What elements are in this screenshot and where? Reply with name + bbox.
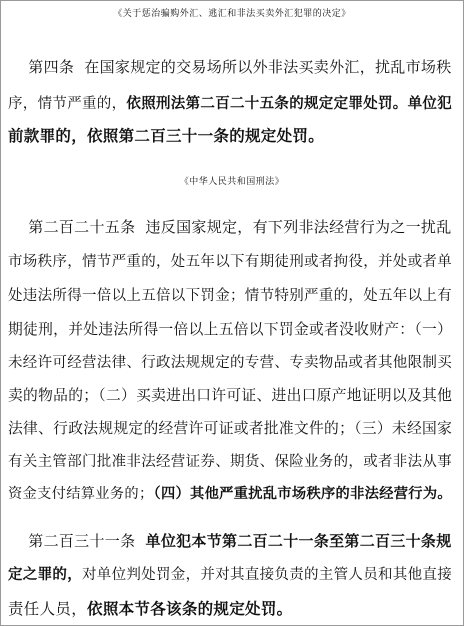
article231-line1 [8, 530, 452, 551]
article231-line3-bold: 依照本节各该条的规定处罚。 [87, 599, 293, 618]
article225-line9-bold: （四）其他严重扰乱市场秩序的非法经营行为。 [153, 486, 452, 502]
article225-line8: 有关主管部门批准非法经营证券、期货、保险业务的，或者非法从事 [8, 454, 452, 470]
article231-line3-normal: 责任人员， [8, 600, 88, 618]
article225-line3: 处违法所得一倍以上五倍以下罚金；情节特别严重的，处五年以上有 [8, 288, 452, 304]
article231-line2 [8, 563, 452, 584]
article4-line3 [8, 124, 324, 146]
article225-line1-text: 第二百二十五条 违反国家规定，有下列非法经营行为之一扰乱 [8, 218, 452, 236]
article225-line5: 未经许可经营法律、行政法规规定的专营、专卖物品或者其他限制买 [8, 355, 452, 371]
article4-line2-bold: 依照刑法第二百二十五条的规定定罪处罚。单位犯 [126, 95, 453, 112]
article225-line7: 法律、行政法规规定的经营许可证或者批准文件的；（三）未经国家 [8, 420, 453, 437]
article225-line1 [8, 216, 452, 237]
article4-line2-normal: 序，情节严重的， [8, 96, 127, 112]
criminal-law-title: 《中华人民共和国刑法》 [179, 177, 285, 187]
article4-line3-bold: 前款罪的，依照第二百三十一条的规定处罚。 [8, 126, 325, 145]
article225-line6: 卖的物品的；（二）买卖进出口许可证、进出口原产地证明以及其他 [8, 387, 453, 404]
article231-line1-normal: 第二百三十一条 [8, 532, 146, 550]
article231-line2-bold: 定之罪的， [8, 566, 82, 583]
article231-line2-normal: 对单位判处罚金，并对其直接负责的主管人员和其他直接 [82, 567, 452, 583]
decision-title: 《关于惩治骗购外汇、逃汇和非法买卖外汇犯罪的决定》 [113, 9, 351, 19]
article225-line2: 市场秩序，情节严重的，处五年以下有期徒刑或者拘役，并处或者单 [8, 254, 452, 270]
article231-line1-bold: 单位犯本节第二百二十一条至第二百三十条规 [145, 532, 452, 550]
article231-line3 [8, 597, 292, 619]
article4-line1-text: 第四条 在国家规定的交易场所以外非法买卖外汇，扰乱市场秩 [8, 58, 452, 76]
article225-line9 [8, 483, 452, 503]
article225-line9-normal: 资金支付结算业务的； [8, 486, 154, 502]
article4-line1 [8, 56, 452, 77]
article225-line4: 期徒刑，并处违法所得一倍以上五倍以下罚金或者没收财产：（一） [8, 321, 453, 338]
article4-line2 [8, 92, 452, 113]
